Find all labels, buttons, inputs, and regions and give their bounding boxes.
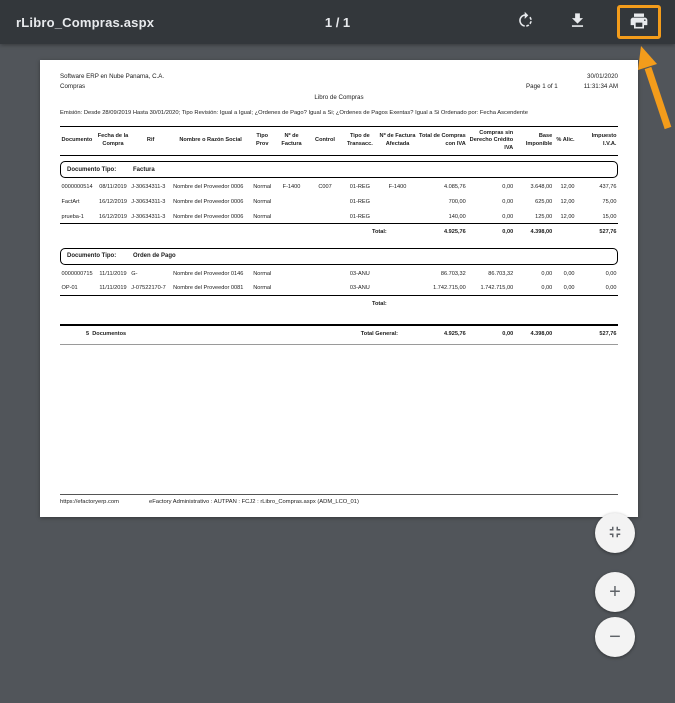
printer-icon — [629, 11, 649, 34]
grand-total-table — [60, 324, 618, 345]
section-orden-de-pago — [60, 248, 618, 313]
minus-icon: − — [609, 626, 621, 648]
fit-to-page-button[interactable] — [595, 513, 635, 553]
company-name: Software ERP en Nube Panama, C.A. — [60, 73, 165, 80]
zoom-out-button[interactable] — [595, 617, 635, 657]
table-row: 0000000514 08/11/2019 J-30634311-3 Nombre del Proveedor 0006 Normal F-1400 C007 01-REG F-1400 4.085,76 0,00 3.648,00 12,00 437,76 — [61, 184, 617, 191]
col-header: Nº de Factura — [281, 133, 302, 147]
pdf-page[interactable] — [40, 60, 638, 517]
table-row: OP-01 11/11/2019 J-07522170-7 Nombre del Proveedor 0081 Normal 03-ANU 1.742.715,00 1.742.715,00 0,00 0,00 0,00 — [61, 285, 617, 292]
total-label: Total: — [342, 296, 417, 313]
document-count-label: Documentos — [92, 331, 127, 338]
col-header: Control — [315, 137, 335, 144]
document-count: 5 — [86, 331, 90, 338]
factura-rows-table — [60, 179, 618, 240]
zoom-in-button[interactable] — [595, 572, 635, 612]
plus-icon: + — [609, 581, 621, 603]
grand-total-label: Total General: — [342, 325, 417, 344]
page-indicator: 1 / 1 — [324, 14, 351, 30]
col-header: Rif — [146, 137, 155, 144]
fullscreen-exit-icon — [606, 523, 624, 544]
report-footer — [60, 494, 618, 505]
report-header — [60, 72, 618, 91]
col-header: Base Imponible — [525, 133, 553, 147]
section-total-row: Total: 4.925,76 0,00 4.398,00 527,76 — [60, 224, 618, 241]
column-header-table — [60, 126, 618, 157]
footer-context: eFactory Administrativo : AUTPAN : FCJ2 : rLibro_Compras.aspx (ADM_LCO_01) — [148, 499, 359, 505]
department-name: Compras — [60, 82, 86, 90]
print-button-highlight — [617, 5, 661, 39]
download-icon — [568, 11, 587, 33]
section-total-row — [60, 296, 618, 313]
col-header: Tipo de Transacc. — [346, 133, 373, 147]
total-label: Total: — [342, 224, 417, 241]
doc-type-box — [60, 161, 618, 178]
table-row: 0000000715 11/11/2019 G- Nombre del Proveedor 0146 Normal 03-ANU 86.703,32 86.703,32 0,00 0,00 0,00 — [61, 270, 617, 277]
col-header: Fecha de la Compra — [97, 133, 129, 147]
footer-url: https://efactoryerp.com — [60, 499, 119, 505]
col-header: Compras sin Derecho Crédito IVA — [469, 129, 514, 151]
col-header: Total de Compras con IVA — [418, 133, 466, 147]
grand-total-row: 5 Documentos Total General: 4.925,76 0,00 4.398,00 527,76 — [60, 325, 618, 344]
orden-rows-table — [60, 266, 618, 313]
download-button[interactable] — [563, 8, 591, 36]
col-header: % Alic. — [556, 137, 575, 144]
doc-type-label: Documento Tipo: — [67, 253, 117, 260]
col-header: Tipo Prov — [256, 133, 269, 147]
pdf-viewer-toolbar — [0, 0, 675, 44]
table-row: prueba-1 16/12/2019 J-30634311-3 Nombre del Proveedor 0006 Normal 01-REG 140,00 0,00 125,00 12,00 15,00 — [61, 213, 617, 220]
report-filters: Emisión: Desde 28/09/2019 Hasta 30/01/2020; Tipo Revisión: Igual a Igual; ¿Ordenes de Pago? Igual a Si; ¿Ordenes de Pagos Exentas? Igual a Si Ordenado por: Fecha Ascendente — [60, 110, 528, 117]
doc-type-value: Factura — [133, 166, 155, 173]
doc-type-value: Orden de Pago — [133, 253, 176, 260]
document-title: rLibro_Compras.aspx — [16, 14, 155, 30]
print-time: 11:31:34 AM — [583, 82, 618, 90]
rotate-button[interactable] — [511, 8, 539, 36]
table-row: FactArt 16/12/2019 J-30634311-3 Nombre del Proveedor 0006 Normal 01-REG 700,00 0,00 625,00 12,00 75,00 — [61, 198, 617, 205]
print-button[interactable] — [628, 11, 650, 33]
col-header: Impuesto I.V.A. — [591, 133, 617, 147]
doc-type-box — [60, 248, 618, 265]
col-header: Nº de Factura Afectada — [379, 133, 416, 147]
col-header: Nombre o Razón Social — [179, 137, 242, 144]
col-header: Documento — [61, 137, 93, 144]
rotate-clockwise-icon — [516, 11, 535, 33]
print-date: 30/01/2020 — [587, 73, 618, 80]
doc-type-label: Documento Tipo: — [67, 166, 117, 173]
section-factura — [60, 161, 618, 240]
report-title: Libro de Compras — [314, 94, 364, 102]
page-of-label: Page 1 of 1 — [526, 82, 558, 90]
